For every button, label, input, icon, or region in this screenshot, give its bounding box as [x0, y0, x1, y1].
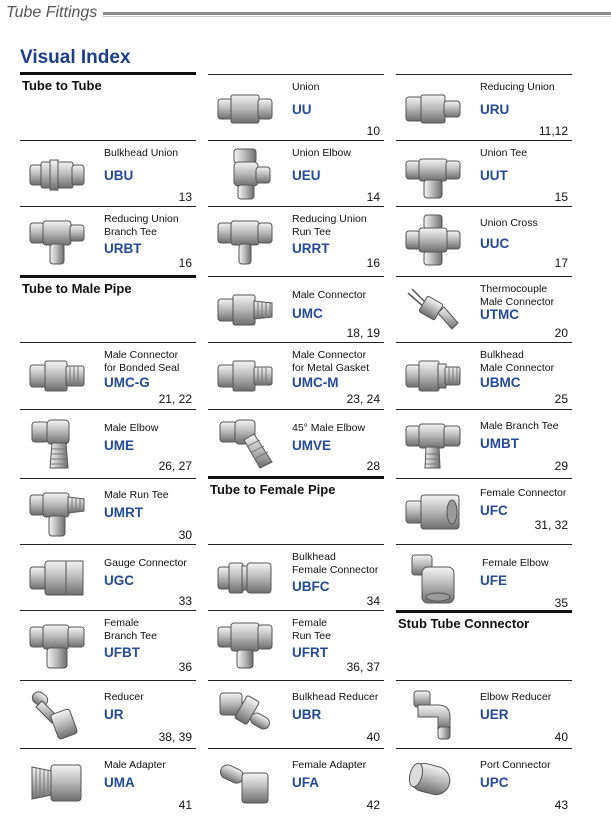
item-code: UFBT	[104, 645, 140, 660]
item-code: UMA	[104, 775, 135, 790]
header-rule-thin	[103, 16, 611, 17]
item-urbt[interactable]	[20, 206, 196, 272]
item-page: 29	[554, 459, 568, 473]
item-label: Union Cross	[480, 217, 538, 229]
item-code: UMBT	[480, 436, 519, 451]
item-page: 13	[178, 190, 192, 204]
section-title: Stub Tube Connector	[398, 616, 530, 631]
item-code: UBMC	[480, 375, 521, 390]
item-label: 45° Male Elbow	[292, 422, 366, 434]
item-urrt[interactable]	[208, 206, 384, 272]
item-page: 18, 19	[346, 326, 380, 340]
item-page: 31, 32	[534, 518, 568, 532]
item-ubr[interactable]	[208, 680, 384, 746]
item-page: 21, 22	[158, 392, 192, 406]
item-label: Bulkhead Reducer	[292, 691, 379, 703]
item-code: UFC	[480, 503, 508, 518]
item-label: Male Branch Tee	[480, 420, 559, 432]
item-label: Female Run Tee	[292, 617, 331, 642]
item-label: Male Run Tee	[104, 489, 169, 501]
section-tube-to-female-pipe	[208, 476, 384, 542]
item-ur[interactable]	[20, 680, 196, 746]
item-uru[interactable]	[396, 74, 572, 140]
female-adapter-icon	[216, 755, 274, 809]
item-upc[interactable]	[396, 748, 572, 814]
item-code: UBR	[292, 707, 322, 722]
item-umcg[interactable]	[20, 342, 196, 408]
item-page: 30	[178, 528, 192, 542]
item-code: UMC-M	[292, 375, 339, 390]
item-label: Elbow Reducer	[480, 691, 552, 703]
item-label: Bulkhead Female Connector	[292, 551, 379, 576]
male-connector-icon	[216, 283, 274, 337]
item-label: Reducing Union Branch Tee	[104, 213, 179, 238]
item-label: Gauge Connector	[104, 557, 187, 569]
item-page: 41	[178, 798, 192, 812]
reducing-union-run-tee-icon	[216, 213, 274, 267]
female-elbow-icon	[404, 551, 462, 605]
item-code: UFRT	[292, 645, 328, 660]
item-page: 17	[554, 256, 568, 270]
header-rule	[103, 12, 611, 15]
item-label: Male Connector	[292, 289, 367, 301]
item-page: 23, 24	[346, 392, 380, 406]
item-label: Female Elbow	[482, 557, 549, 569]
item-code: UTMC	[480, 307, 519, 322]
item-ugc[interactable]	[20, 544, 196, 610]
union-cross-icon	[404, 213, 462, 267]
male-run-tee-icon	[28, 485, 86, 539]
visual-index-title: Visual Index	[20, 47, 131, 68]
item-label: Female Connector	[480, 487, 567, 499]
reducer-icon	[28, 687, 86, 741]
item-label: Male Adapter	[104, 759, 166, 771]
male-elbow-icon	[28, 416, 86, 470]
item-page: 26, 27	[158, 459, 192, 473]
female-connector-icon	[404, 485, 462, 539]
item-page: 35	[554, 596, 568, 610]
item-code: UFA	[292, 775, 319, 790]
item-page: 33	[178, 594, 192, 608]
item-page: 20	[554, 326, 568, 340]
item-label: Male Elbow	[104, 422, 159, 434]
union-icon	[216, 81, 274, 135]
bulkhead-female-connector-icon	[216, 551, 274, 605]
item-code: UUT	[480, 168, 508, 183]
item-ubmc[interactable]	[396, 342, 572, 408]
item-ufbt[interactable]	[20, 610, 196, 676]
item-label: Female Branch Tee	[104, 617, 157, 642]
bulkhead-union-icon	[28, 147, 86, 201]
item-code: UPC	[480, 775, 509, 790]
bulkhead-male-connector-icon	[404, 349, 462, 403]
item-page: 34	[366, 594, 380, 608]
item-label: Female Adapter	[292, 759, 367, 771]
male-elbow-45-icon	[216, 416, 274, 470]
item-ubfc[interactable]	[208, 544, 384, 610]
item-label: Union	[292, 81, 320, 93]
union-elbow-icon	[216, 147, 274, 201]
item-code: UMRT	[104, 505, 143, 520]
item-uu[interactable]	[208, 74, 384, 140]
item-label: Male Connector for Bonded Seal	[104, 349, 180, 374]
male-adapter-icon	[28, 755, 86, 809]
male-connector-bonded-seal-icon	[28, 349, 86, 403]
item-code: UU	[292, 102, 312, 117]
section-tube-to-tube	[20, 72, 196, 138]
section-title: Tube to Male Pipe	[22, 281, 132, 296]
item-code: UGC	[104, 573, 134, 588]
item-code: UBFC	[292, 579, 330, 594]
item-uuc[interactable]	[396, 206, 572, 272]
item-page: 28	[366, 459, 380, 473]
item-page: 16	[366, 256, 380, 270]
section-tube-to-male-pipe	[20, 275, 196, 341]
item-code: UER	[480, 707, 509, 722]
item-code: UR	[104, 707, 124, 722]
union-tee-icon	[404, 147, 462, 201]
item-umrt[interactable]	[20, 478, 196, 544]
item-page: 16	[178, 256, 192, 270]
item-page: 36, 37	[346, 660, 380, 674]
item-page: 40	[366, 730, 380, 744]
section-stub-tube-connector	[396, 610, 572, 676]
item-umve[interactable]	[208, 409, 384, 475]
item-code: UME	[104, 438, 134, 453]
item-umbt[interactable]	[396, 409, 572, 475]
item-label: Thermocouple Male Connector	[480, 283, 555, 308]
female-branch-tee-icon	[28, 617, 86, 671]
item-ufe[interactable]	[396, 544, 572, 610]
item-uma[interactable]	[20, 748, 196, 814]
item-code: URBT	[104, 241, 142, 256]
item-ubu[interactable]	[20, 140, 196, 206]
item-label: Bulkhead Male Connector	[480, 349, 555, 374]
item-utmc[interactable]	[396, 276, 572, 342]
item-ufa[interactable]	[208, 748, 384, 814]
bulkhead-reducer-icon	[216, 687, 274, 741]
male-connector-metal-gasket-icon	[216, 349, 274, 403]
item-ume[interactable]	[20, 409, 196, 475]
item-code: UBU	[104, 168, 134, 183]
item-page: 11,12	[538, 124, 568, 138]
female-run-tee-icon	[216, 617, 274, 671]
item-umcm[interactable]	[208, 342, 384, 408]
gauge-connector-icon	[28, 551, 86, 605]
item-page: 40	[554, 730, 568, 744]
item-label: Port Connector	[480, 759, 551, 771]
item-page: 10	[366, 124, 380, 138]
item-ufc[interactable]	[396, 478, 572, 544]
item-umc[interactable]	[208, 276, 384, 342]
item-label: Bulkhead Union	[104, 147, 179, 159]
reducing-union-icon	[404, 81, 462, 135]
section-title: Tube to Female Pipe	[210, 482, 336, 497]
section-title: Tube to Tube	[22, 78, 102, 93]
item-code: UMC-G	[104, 375, 150, 390]
item-uut[interactable]	[396, 140, 572, 206]
item-page: 42	[366, 798, 380, 812]
item-label: Union Elbow	[292, 147, 351, 159]
item-label: Reducing Union	[480, 81, 555, 93]
item-code: UFE	[480, 573, 507, 588]
item-label: Male Connector for Metal Gasket	[292, 349, 370, 374]
port-connector-icon	[404, 755, 462, 809]
male-branch-tee-icon	[404, 416, 462, 470]
header-title: Tube Fittings	[6, 4, 98, 21]
item-page: 14	[366, 190, 380, 204]
item-code: UMC	[292, 306, 323, 321]
reducing-union-branch-tee-icon	[28, 213, 86, 267]
item-label: Union Tee	[480, 147, 528, 159]
elbow-reducer-icon	[404, 687, 462, 741]
item-page: 43	[554, 798, 568, 812]
thermocouple-male-connector-icon	[404, 283, 462, 337]
item-code: UMVE	[292, 438, 332, 453]
item-ufrt[interactable]	[208, 610, 384, 676]
item-page: 36	[178, 660, 192, 674]
item-page: 38, 39	[158, 730, 192, 744]
item-label: Reducing Union Run Tee	[292, 213, 367, 238]
item-code: URU	[480, 102, 510, 117]
item-code: URRT	[292, 241, 330, 256]
item-ueu[interactable]	[208, 140, 384, 206]
item-code: UUC	[480, 236, 510, 251]
item-code: UEU	[292, 168, 321, 183]
item-page: 25	[554, 392, 568, 406]
item-label: Reducer	[104, 691, 144, 703]
item-page: 15	[554, 190, 568, 204]
item-uer[interactable]	[396, 680, 572, 746]
